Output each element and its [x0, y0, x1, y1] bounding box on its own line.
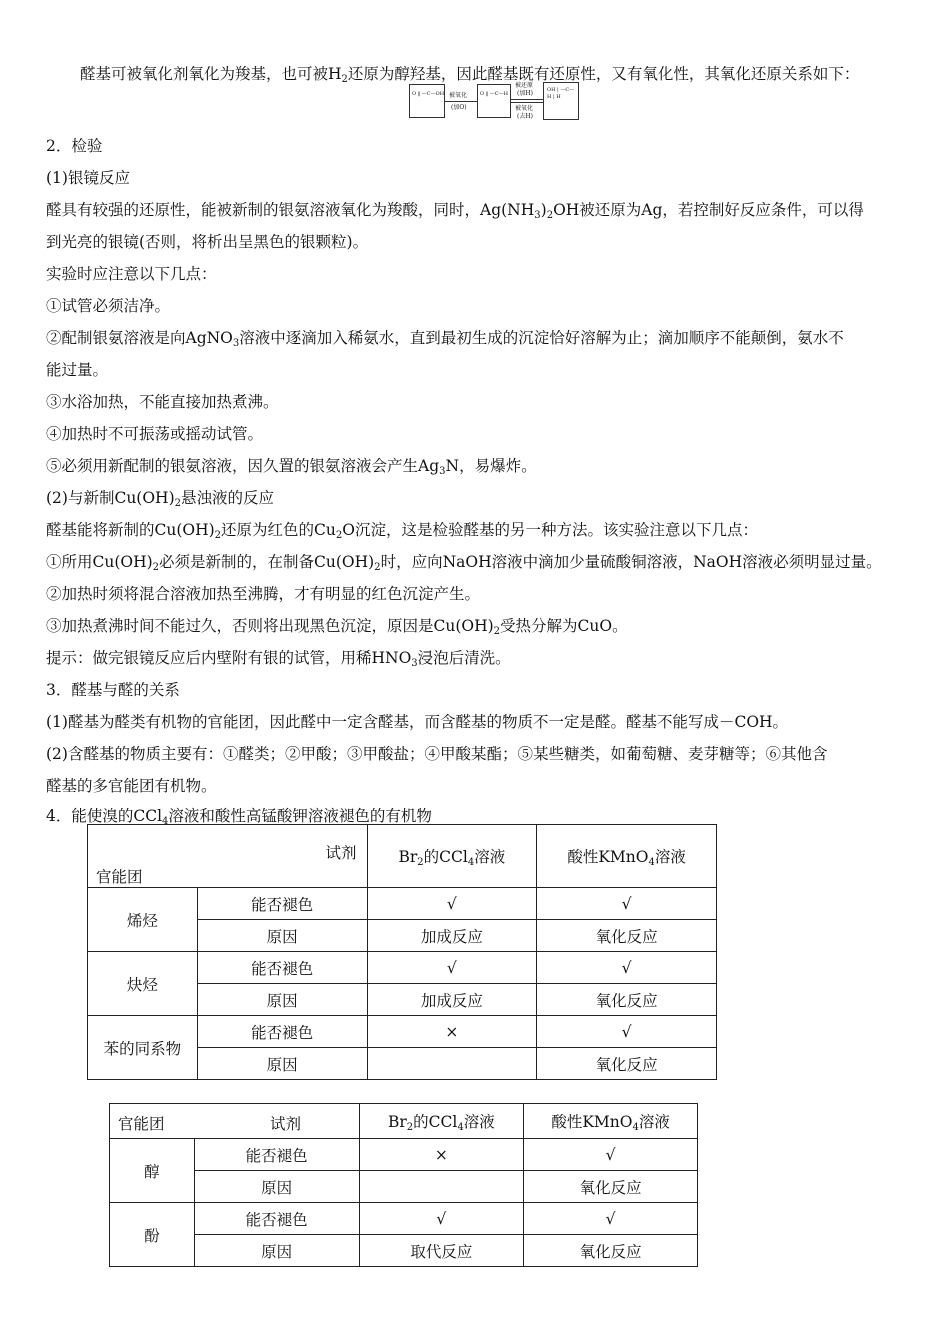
arrow2-top-label-1: 被还原	[515, 82, 534, 89]
table1-col-br2: $Br_2$的CCl$_4$溶液	[367, 825, 537, 888]
row-value: 加成反应	[367, 984, 537, 1016]
arrow2-top-label-2: (加H)	[517, 90, 533, 97]
arrow2-line-a	[511, 99, 543, 100]
row-value: √	[524, 1203, 698, 1235]
row-value: √	[537, 888, 717, 920]
row-group-benzene-homolog: 苯的同系物	[88, 1016, 198, 1080]
cuoh2-line1: 醛基能将新制的$Cu(OH)_2$还原为红色的$Cu_2O$沉淀，这是检验醛基的另一种方法。该实验注意以下几点：	[46, 521, 758, 541]
table2-col-br2: $Br_2$的CCl$_4$溶液	[359, 1104, 524, 1139]
row-value	[359, 1171, 524, 1203]
table-row	[110, 1171, 698, 1203]
row-value: 加成反应	[367, 920, 537, 952]
cuoh2-note-2: ②加热时须将混合溶液加热至沸腾，才有明显的红色沉淀产生。	[46, 585, 481, 603]
table1-col-kmno4: 酸性KMnO$_4$溶液	[537, 825, 717, 888]
arrow2-bottom-label-1: 被氧化	[515, 105, 534, 112]
note-5: ⑤必须用新配制的银氨溶液，因久置的银氨溶液会产生$Ag_3N$，易爆炸。	[46, 457, 537, 477]
redox-figure	[409, 82, 579, 120]
row-question: 原因	[194, 1235, 359, 1267]
arrow2-line-b	[511, 102, 543, 103]
row-value: √	[537, 952, 717, 984]
note-2-line1: ②配制银氨溶液是向AgNO$_3$溶液中逐滴加入稀氨水，直到最初生成的沉淀恰好溶解为止；滴加顺序不能颠倒，氨水不	[46, 329, 844, 349]
silver-mirror-line1: 醛具有较强的还原性，能被新制的银氨溶液氧化为羧酸，同时，$Ag(NH_3)_2OH$被还原为Ag，若控制好反应条件，可以得	[46, 201, 864, 221]
row-value: √	[524, 1139, 698, 1171]
row-value: √	[359, 1203, 524, 1235]
alcohol-group-label: OH | —C—H | H	[547, 87, 575, 100]
table-row	[110, 1139, 698, 1171]
section3-line1: (1)醛基为醛类有机物的官能团，因此醛中一定含醛基，而含醛基的物质不一定是醛。醛基不能写成－COH。	[46, 713, 789, 731]
row-value: 氧化反应	[524, 1235, 698, 1267]
row-group-alcohol: 醇	[110, 1139, 195, 1203]
table1-corner-bottom: 官能团	[96, 868, 143, 886]
row-question: 能否褪色	[197, 888, 367, 920]
row-value	[367, 1048, 537, 1080]
decolor-table-2	[109, 1103, 698, 1267]
intro-paragraph	[80, 64, 859, 84]
table2-col-kmno4: 酸性KMnO$_4$溶液	[524, 1104, 698, 1139]
row-group-alkene: 烯烃	[88, 888, 198, 952]
row-question: 能否褪色	[194, 1203, 359, 1235]
carboxyl-group-label: O ‖ —C—OH	[412, 91, 445, 97]
row-value: 氧化反应	[537, 984, 717, 1016]
section3-line2: (2)含醛基的物质主要有：①醛类；②甲酸；③甲酸盐；④甲酸某酯；⑤某些糖类，如葡萄糖、麦芽糖等；⑥其他含	[46, 745, 828, 763]
row-question: 能否褪色	[197, 1016, 367, 1048]
table1-corner-top: 试剂	[325, 844, 357, 862]
table2-corner-left: 官能团	[118, 1115, 165, 1133]
section3-heading: 3．醛基与醛的关系	[46, 681, 180, 699]
row-question: 原因	[197, 1048, 367, 1080]
row-value: √	[367, 952, 537, 984]
arrow2-bottom-label-2: (去H)	[517, 113, 533, 120]
row-question: 原因	[197, 920, 367, 952]
note-2-line2: 能过量。	[46, 361, 109, 379]
arrow1-line	[445, 101, 477, 102]
row-question: 原因	[194, 1171, 359, 1203]
table2-corner-cell	[110, 1104, 360, 1139]
silver-mirror-title: (1)银镜反应	[46, 169, 130, 187]
row-question: 原因	[197, 984, 367, 1016]
decolor-table-1	[87, 824, 717, 1080]
table1-corner-cell	[88, 825, 368, 888]
note-4: ④加热时不可振荡或摇动试管。	[46, 425, 264, 443]
silver-mirror-line2: 到光亮的银镜(否则，将析出呈黑色的银颗粒)。	[46, 233, 369, 251]
row-value: 取代反应	[359, 1235, 524, 1267]
intro-text-b: 还原为醇羟基，因此醛基既有还原性，又有氧化性，其氧化还原关系如下：	[347, 65, 860, 83]
table-row	[88, 888, 717, 920]
row-value: √	[537, 1016, 717, 1048]
aldehyde-box	[477, 84, 511, 118]
row-value: ×	[367, 1016, 537, 1048]
arrow1-top-label: 被氧化	[449, 92, 468, 99]
notes-intro: 实验时应注意以下几点：	[46, 265, 217, 283]
row-question: 能否褪色	[197, 952, 367, 984]
section2-heading: 2．检验	[46, 137, 103, 155]
row-value: 氧化反应	[537, 1048, 717, 1080]
tip: 提示：做完银镜反应后内壁附有银的试管，用稀$HNO_3$浸泡后清洗。	[46, 649, 511, 669]
table-row	[88, 1016, 717, 1048]
table-row	[88, 952, 717, 984]
cuoh2-note-3: ③加热煮沸时间不能过久，否则将出现黑色沉淀，原因是$Cu(OH)_2$受热分解为CuO。	[46, 617, 628, 637]
intro-text-a: 醛基可被氧化剂氧化为羧基，也可被H	[80, 65, 342, 83]
row-value: ×	[359, 1139, 524, 1171]
cuoh2-title: (2)与新制$Cu(OH)_2$悬浊液的反应	[46, 489, 275, 509]
table-row	[110, 1235, 698, 1267]
row-group-alkyne: 炔烃	[88, 952, 198, 1016]
section4-heading: 4．能使溴的CCl$_4$溶液和酸性高锰酸钾溶液褪色的有机物	[46, 807, 432, 827]
row-value: √	[367, 888, 537, 920]
arrow1-bottom-label: (加O)	[451, 104, 467, 111]
carboxyl-box	[409, 84, 445, 118]
note-1: ①试管必须洁净。	[46, 297, 171, 315]
section3-line3: 醛基的多官能团有机物。	[46, 777, 217, 795]
row-value: 氧化反应	[537, 920, 717, 952]
note-3: ③水浴加热，不能直接加热煮沸。	[46, 393, 279, 411]
row-value: 氧化反应	[524, 1171, 698, 1203]
row-group-phenol: 酚	[110, 1203, 195, 1267]
intro-sub: 2	[341, 74, 348, 85]
cuoh2-note-1: ①所用$Cu(OH)_2$必须是新制的，在制备$Cu(OH)_2$时，应向NaOH溶液中滴加少量硫酸铜溶液，NaOH溶液必须明显过量。	[46, 553, 882, 573]
row-question: 能否褪色	[194, 1139, 359, 1171]
table2-corner-right: 试剂	[270, 1115, 302, 1133]
table-row	[110, 1203, 698, 1235]
aldehyde-group-label: O ‖ —C—H	[480, 91, 508, 97]
alcohol-box	[543, 82, 579, 120]
